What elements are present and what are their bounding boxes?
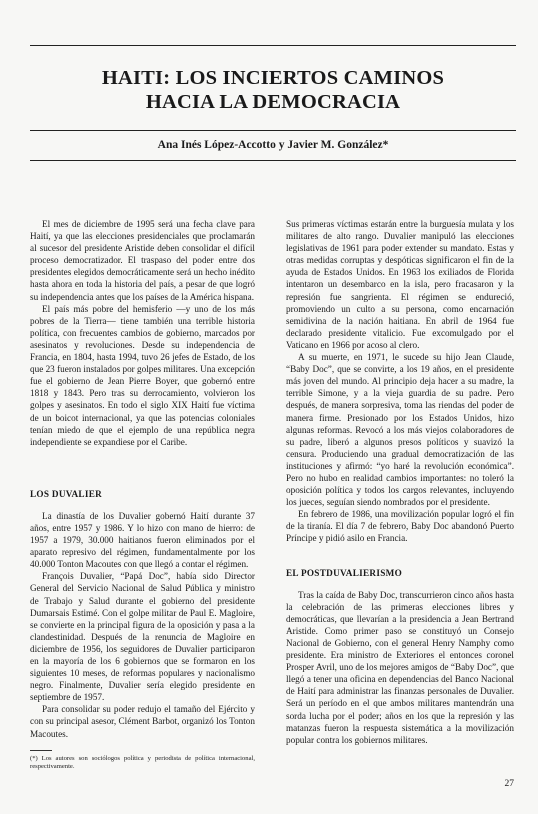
intro-paragraph-2: El país más pobre del hemisferio —y uno de los más pobres de la Tierra— tiene también una terrible historia política, con frecuentes cambios de gobierno, marcados por asesinatos y revoluciones. Desde su independencia de Francia, en 1804, hasta 1994, tuvo 26 jefes de Estado, de los que 23 fueron instalados por golpes militares. Una excepción fue el gobierno de Jean Pierre Boyer, que gobernó entre 1818 y 1843. Pero tras su derrocamiento, volvieron los golpes y asesinatos. En todo el siglo XIX Haití fue víctima de un boicot internacional, ya que las potencias coloniales tenían miedo de que el ejemplo de una república negra independiente se expandiese por el Caribe.: [30, 303, 255, 447]
duvalier-paragraph-2: François Duvalier, “Papá Doc”, había sido Director General del Servicio Nacional de Salud Pública y ministro de Trabajo y Salud durante el gobierno del presidente Dumarsais Estimé. Con el golpe militar de Paul E. Magloire, se convierte en la principal figura de la oposición y pasa a la clandestinidad. Después de la renuncia de Magloire en diciembre de 1956, los seguidores de Duvalier participaron en la mayoría de los 6 gobiernos que se formaron en los siguientes 10 meses, de reformas populares y nacionalismo negro. Finalmente, Duvalier sería elegido presidente en septiembre de 1957.: [30, 571, 255, 703]
title-line-2: HACIA LA DEMOCRACIA: [145, 91, 401, 113]
title-rule: [30, 130, 516, 131]
footnote: (*) Los autores son sociólogos política y periodista de política internacional, respectivamente.: [30, 754, 255, 770]
page-number: 27: [504, 779, 514, 789]
top-rule: [30, 45, 516, 46]
article-title: [30, 66, 516, 114]
section-heading-duvalier: LOS DUVALIER: [30, 488, 103, 499]
duvalier-paragraph-3: Para consolidar su poder redujo el tamaño del Ejército y con su principal asesor, Clément Barbot, organizó los Tonton Macoutes.: [30, 704, 255, 739]
left-column: [30, 218, 255, 771]
intro-paragraph-1: El mes de diciembre de 1995 será una fecha clave para Haití, ya que las elecciones presidenciales que proclamarán al sucesor del presidente Aristide deben consolidar el difícil proceso democratizador. El traspaso del poder entre dos presidentes elegidos democráticamente será un hecho inédito hasta ahora en toda la historia del país, a pesar de que logró su independencia antes que los países de la América hispana.: [30, 219, 255, 302]
duvalier-paragraph-4: Sus primeras víctimas estarán entre la burguesía mulata y los militares de alto rango. Duvalier manipuló las elecciones legislativas de 1961 para poder extender su mandato. Estas y otras medidas corruptas y despóticas significaron el fin de la ayuda de Estados Unidos. En 1963 los exiliados de Florida intentaron un desembarco en la isla, pero fracasaron y la represión fue sangrienta. El régimen se endureció, promoviendo un culto a su persona, como encarnación semidivina de la nación haitiana. En abril de 1964 fue declarado presidente vitalicio. Fue excomulgado por el Vaticano en 1966 por acoso al clero.: [286, 219, 514, 350]
footnote-rule: [30, 750, 52, 751]
duvalier-paragraph-1: La dinastía de los Duvalier gobernó Haití durante 37 años, entre 1957 y 1986. Y lo hizo con mano de hierro: de 1957 a 1979, 30.000 haitianos fueron eliminados por el aparato represivo del régimen, fundamentalmente por los 40.000 Tonton Macoutes con que llegó a contar el régimen.: [30, 510, 255, 570]
right-column: [286, 218, 514, 746]
section-heading-postduvalierismo: EL POSTDUVALIERISMO: [286, 567, 403, 578]
duvalier-paragraph-5: A su muerte, en 1971, le sucede su hijo Jean Claude, “Baby Doc”, que se convirte, a los 19 años, en el presidente más joven del mundo. Al principio deja hacer a su madre, la terrible Simone, y a la vieja guardia de su padre. Pero después, de manera sorpresiva, toma las riendas del poder de manera firme. Presionado por los Estados Unidos, hizo algunas reformas. Revocó a los más viejos colaboradores de su padre, liberó a algunos presos políticos y suavizó la censura. Produciendo una gradual democratización de las instituciones y afirmó: “yo haré la revolución económica”. Pero no hubo en realidad cambios importantes: no toleró la oposición política y todos los cargos relevantes, incluyendo los jueces, seguían siendo nombrados por el presidente.: [286, 352, 514, 508]
authors: Ana Inés López-Accotto y Javier M. González*: [157, 139, 389, 151]
authors-rule: [30, 160, 516, 161]
duvalier-paragraph-6: En febrero de 1986, una movilización popular logró el fin de la tiranía. El día 7 de febrero, Baby Doc abandonó Puerto Príncipe y pidió asilo en Francia.: [286, 509, 514, 544]
postduvalierismo-paragraph-1: Tras la caída de Baby Doc, transcurrieron cinco años hasta la celebración de las primeras elecciones libres y democráticas, que llevarían a la presidencia a Jean Bertrand Aristide. Como primer paso se constituyó un Consejo Nacional de Gobierno, con el general Henry Namphy como presidente. Era ministro de Exteriores el entonces coronel Prosper Avril, uno de los mejores amigos de “Baby Doc”, que llegó a tener una oficina en dependencias del Banco Nacional de Haití para administrar las finanzas personales de Duvalier. Será un período en el que ambos militares mantendrán una sorda lucha por el poder; años en los que la represión y las matanzas fueron la respuesta sistemática a la movilización popular contra los gobiernos militares.: [286, 589, 514, 745]
title-line-1: HAITI: LOS INCIERTOS CAMINOS: [101, 67, 445, 89]
